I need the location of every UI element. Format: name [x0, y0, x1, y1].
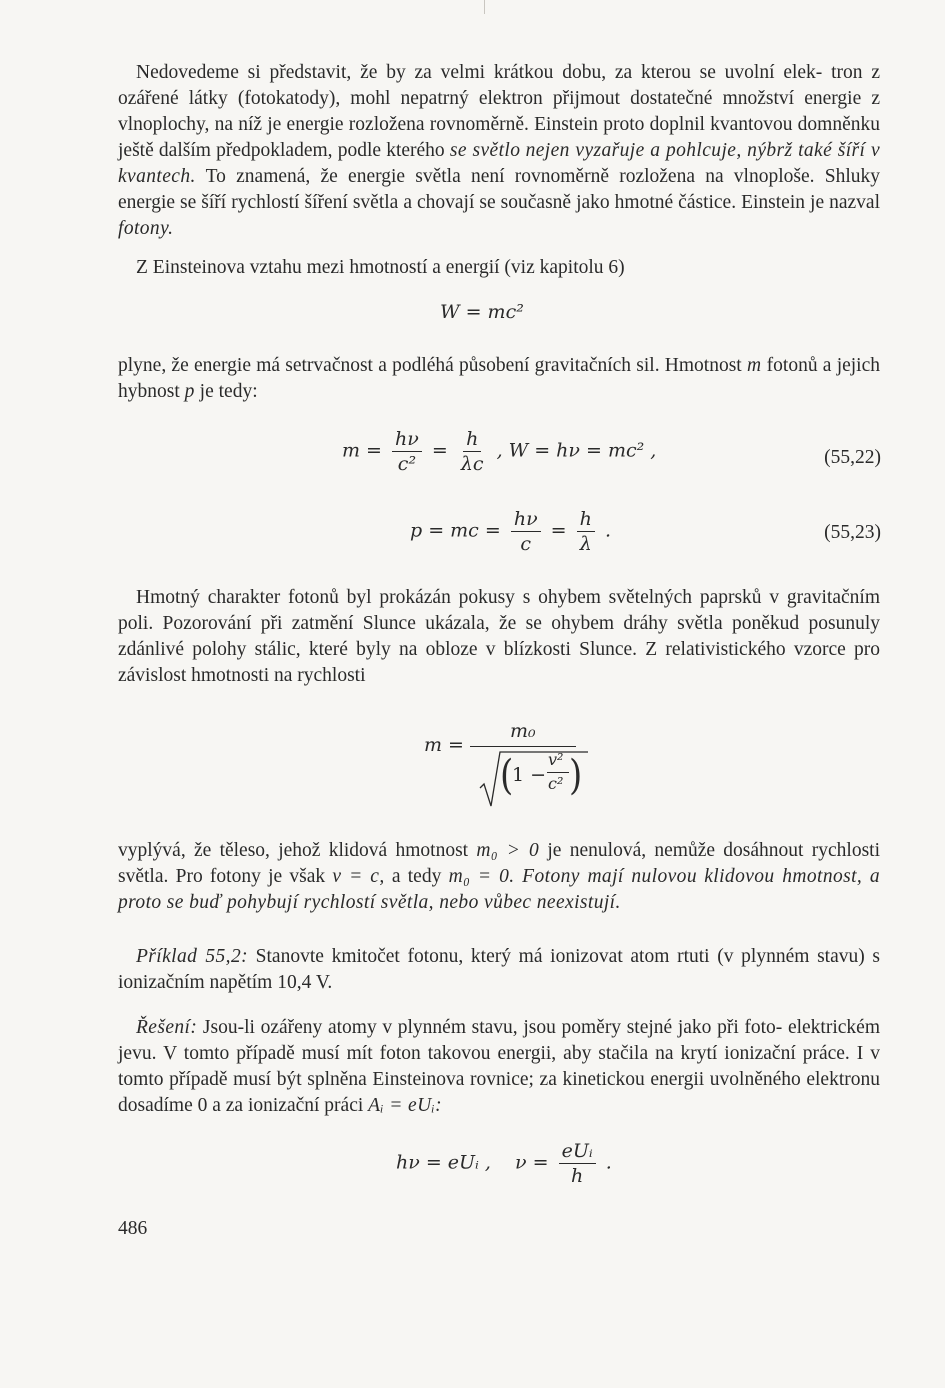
text-line: a tedy — [384, 866, 449, 887]
text-line: vyplývá, že těleso, jehož klidová hmotnost — [118, 840, 477, 861]
numerator: hν — [392, 428, 422, 452]
eq-rhs: mc² — [487, 301, 524, 323]
eq-lhs: m = — [424, 734, 464, 756]
italic-text: klidovou hmotnost, a proto se buď pohybují rychlostí světla, nebo vůbec neexistují. — [118, 866, 880, 913]
text-line: energii uvolněného elektronu dosadíme 0 a za ionizační práci — [118, 1069, 880, 1116]
text-line: To znamená, že energie světla — [195, 166, 461, 187]
fraction — [559, 1140, 596, 1187]
italic-text: Fotony mají nulovou — [514, 866, 697, 887]
equation-55-23 — [410, 508, 611, 555]
text-line: rychlosti světla. Pro fotony je však — [118, 840, 880, 887]
equation-number: (55,22) — [824, 447, 881, 468]
fraction — [511, 508, 541, 555]
text-line: Nedovedeme si představit, že by za velmi krátkou dobu, za kterou se uvolní elek- — [136, 62, 823, 83]
numerator: h — [577, 508, 595, 532]
fraction-bar — [470, 746, 576, 747]
eq-lhs: p = mc = — [410, 519, 501, 542]
paragraph-einstein-relation — [118, 255, 880, 281]
paragraph-intro — [118, 60, 880, 242]
example-label: Příklad 55,2: — [136, 946, 248, 967]
text-line: není rovnoměrně rozložena na vlnoploše. Shluky energie se šíří rychlostí šíření světla — [118, 166, 880, 213]
paragraph-example — [118, 944, 880, 996]
eq-term: 1 − — [512, 764, 547, 786]
text-line: Hmotný charakter fotonů byl prokázán pokusy s ohybem světelných paprsků — [136, 587, 762, 608]
text-line: poněkud posunuly zdánlivé polohy stálic, které byly na obloze v blízkosti Slunce. — [118, 613, 881, 660]
scan-mark — [484, 0, 485, 14]
solution-label: Řešení: — [136, 1017, 198, 1038]
text-line: tron z ozářené látky (fotokatody), mohl nepatrný elektron přijmout dostatečné — [118, 62, 880, 109]
denominator: c² — [548, 774, 564, 793]
text-line: doplnil kvantovou domněnku ještě dalším předpokladem, podle kterého — [118, 114, 881, 161]
italic-text: Aᵢ = eUᵢ: — [368, 1095, 442, 1116]
equation-mass-energy — [440, 301, 524, 323]
text-line: Stanovte kmitočet fotonu, který má ionizovat atom rtuti (v plynném — [247, 946, 810, 967]
text-line: plyne, že energie má setrvačnost a podléhá působení gravitačních sil. Hmotnost — [118, 355, 747, 376]
paragraph-rest-mass — [118, 838, 880, 916]
denominator: c² — [397, 453, 417, 475]
equation-ionization — [396, 1140, 612, 1187]
denominator: h — [571, 1165, 584, 1187]
paren-left: ( — [500, 752, 514, 800]
numerator: h — [463, 428, 481, 452]
numerator: v² — [548, 750, 564, 769]
numerator: m₀ — [510, 720, 536, 742]
paren-right: ) — [569, 752, 583, 800]
italic-text: v = c, — [332, 866, 385, 887]
text-line: množství energie z vlnoplochy, na níž je energie rozložena rovnoměrně. Einstein proto — [118, 88, 880, 135]
italic-text: nejen vyzařuje a pohlcuje, nýbrž také šíří v kvantech. — [118, 140, 881, 187]
fraction — [458, 428, 487, 475]
equation-55-22 — [342, 428, 656, 475]
numerator: eUᵢ — [559, 1140, 596, 1164]
equation-number: (55,23) — [824, 522, 881, 543]
page-number: 486 — [118, 1218, 148, 1239]
text-line: v gravitačním poli. Pozorování při zatmění Slunce ukázala, že se ohybem dráhy světla — [118, 587, 880, 634]
text-line: Z Einsteinova vztahu mezi hmotností a energií (viz kapitolu 6) — [136, 257, 625, 278]
eq-dot: . — [605, 1151, 612, 1174]
text-line: ionizační práce. I v tomto případě musí být splněna Einsteinova rovnice; za kinetickou — [118, 1043, 881, 1090]
denominator: λ — [579, 533, 592, 555]
denominator: λc — [460, 453, 484, 475]
italic-text: m₀ > 0 — [476, 840, 540, 861]
paragraph-photon-mass — [118, 353, 880, 405]
text-line: stavu) s ionizačním napětím 10,4 V. — [118, 946, 881, 993]
paragraph-solution — [118, 1015, 880, 1119]
eq-sign: = — [550, 519, 567, 542]
equation-relativistic-mass — [424, 720, 594, 810]
text-line: Jsou-li ozářeny atomy v plynném stavu, jsou poměry stejné jako při foto- — [197, 1017, 783, 1038]
fraction — [392, 428, 422, 475]
eq-dot: . — [604, 519, 611, 542]
eq-sign: = — [465, 301, 482, 323]
eq-sign: = — [431, 439, 448, 462]
italic-text: se světlo — [449, 140, 521, 161]
text-line: Z relativistického vzorce pro závislost hmotnosti na rychlosti — [118, 639, 880, 686]
eq-lhs: W — [440, 301, 460, 323]
text-line: je nenulová, nemůže dosáhnout — [539, 840, 804, 861]
italic-text: m₀ = 0. — [448, 866, 515, 887]
fraction — [577, 508, 595, 555]
eq-term: ν = — [515, 1151, 549, 1174]
italic-text: fotony. — [118, 218, 174, 239]
denominator: c — [520, 533, 532, 555]
italic-text: p — [184, 381, 195, 402]
text-line: je tedy: — [194, 381, 258, 402]
text-line: elektrickém jevu. V tomto případě musí mít foton takovou energii, aby stačila na krytí — [118, 1017, 880, 1064]
italic-text: m — [746, 355, 762, 376]
eq-lhs: m = — [342, 439, 382, 462]
eq-lhs: hν = eUᵢ , — [396, 1151, 491, 1174]
fraction-bar — [547, 772, 569, 773]
numerator: hν — [511, 508, 541, 532]
eq-rhs: , W = hν = mc² , — [496, 439, 657, 462]
paragraph-gravitation — [118, 585, 880, 689]
text-line: a chovají se současně jako hmotné částice. Einstein je nazval — [403, 192, 880, 213]
text-line: fotonů a jejich hybnost — [118, 355, 881, 402]
